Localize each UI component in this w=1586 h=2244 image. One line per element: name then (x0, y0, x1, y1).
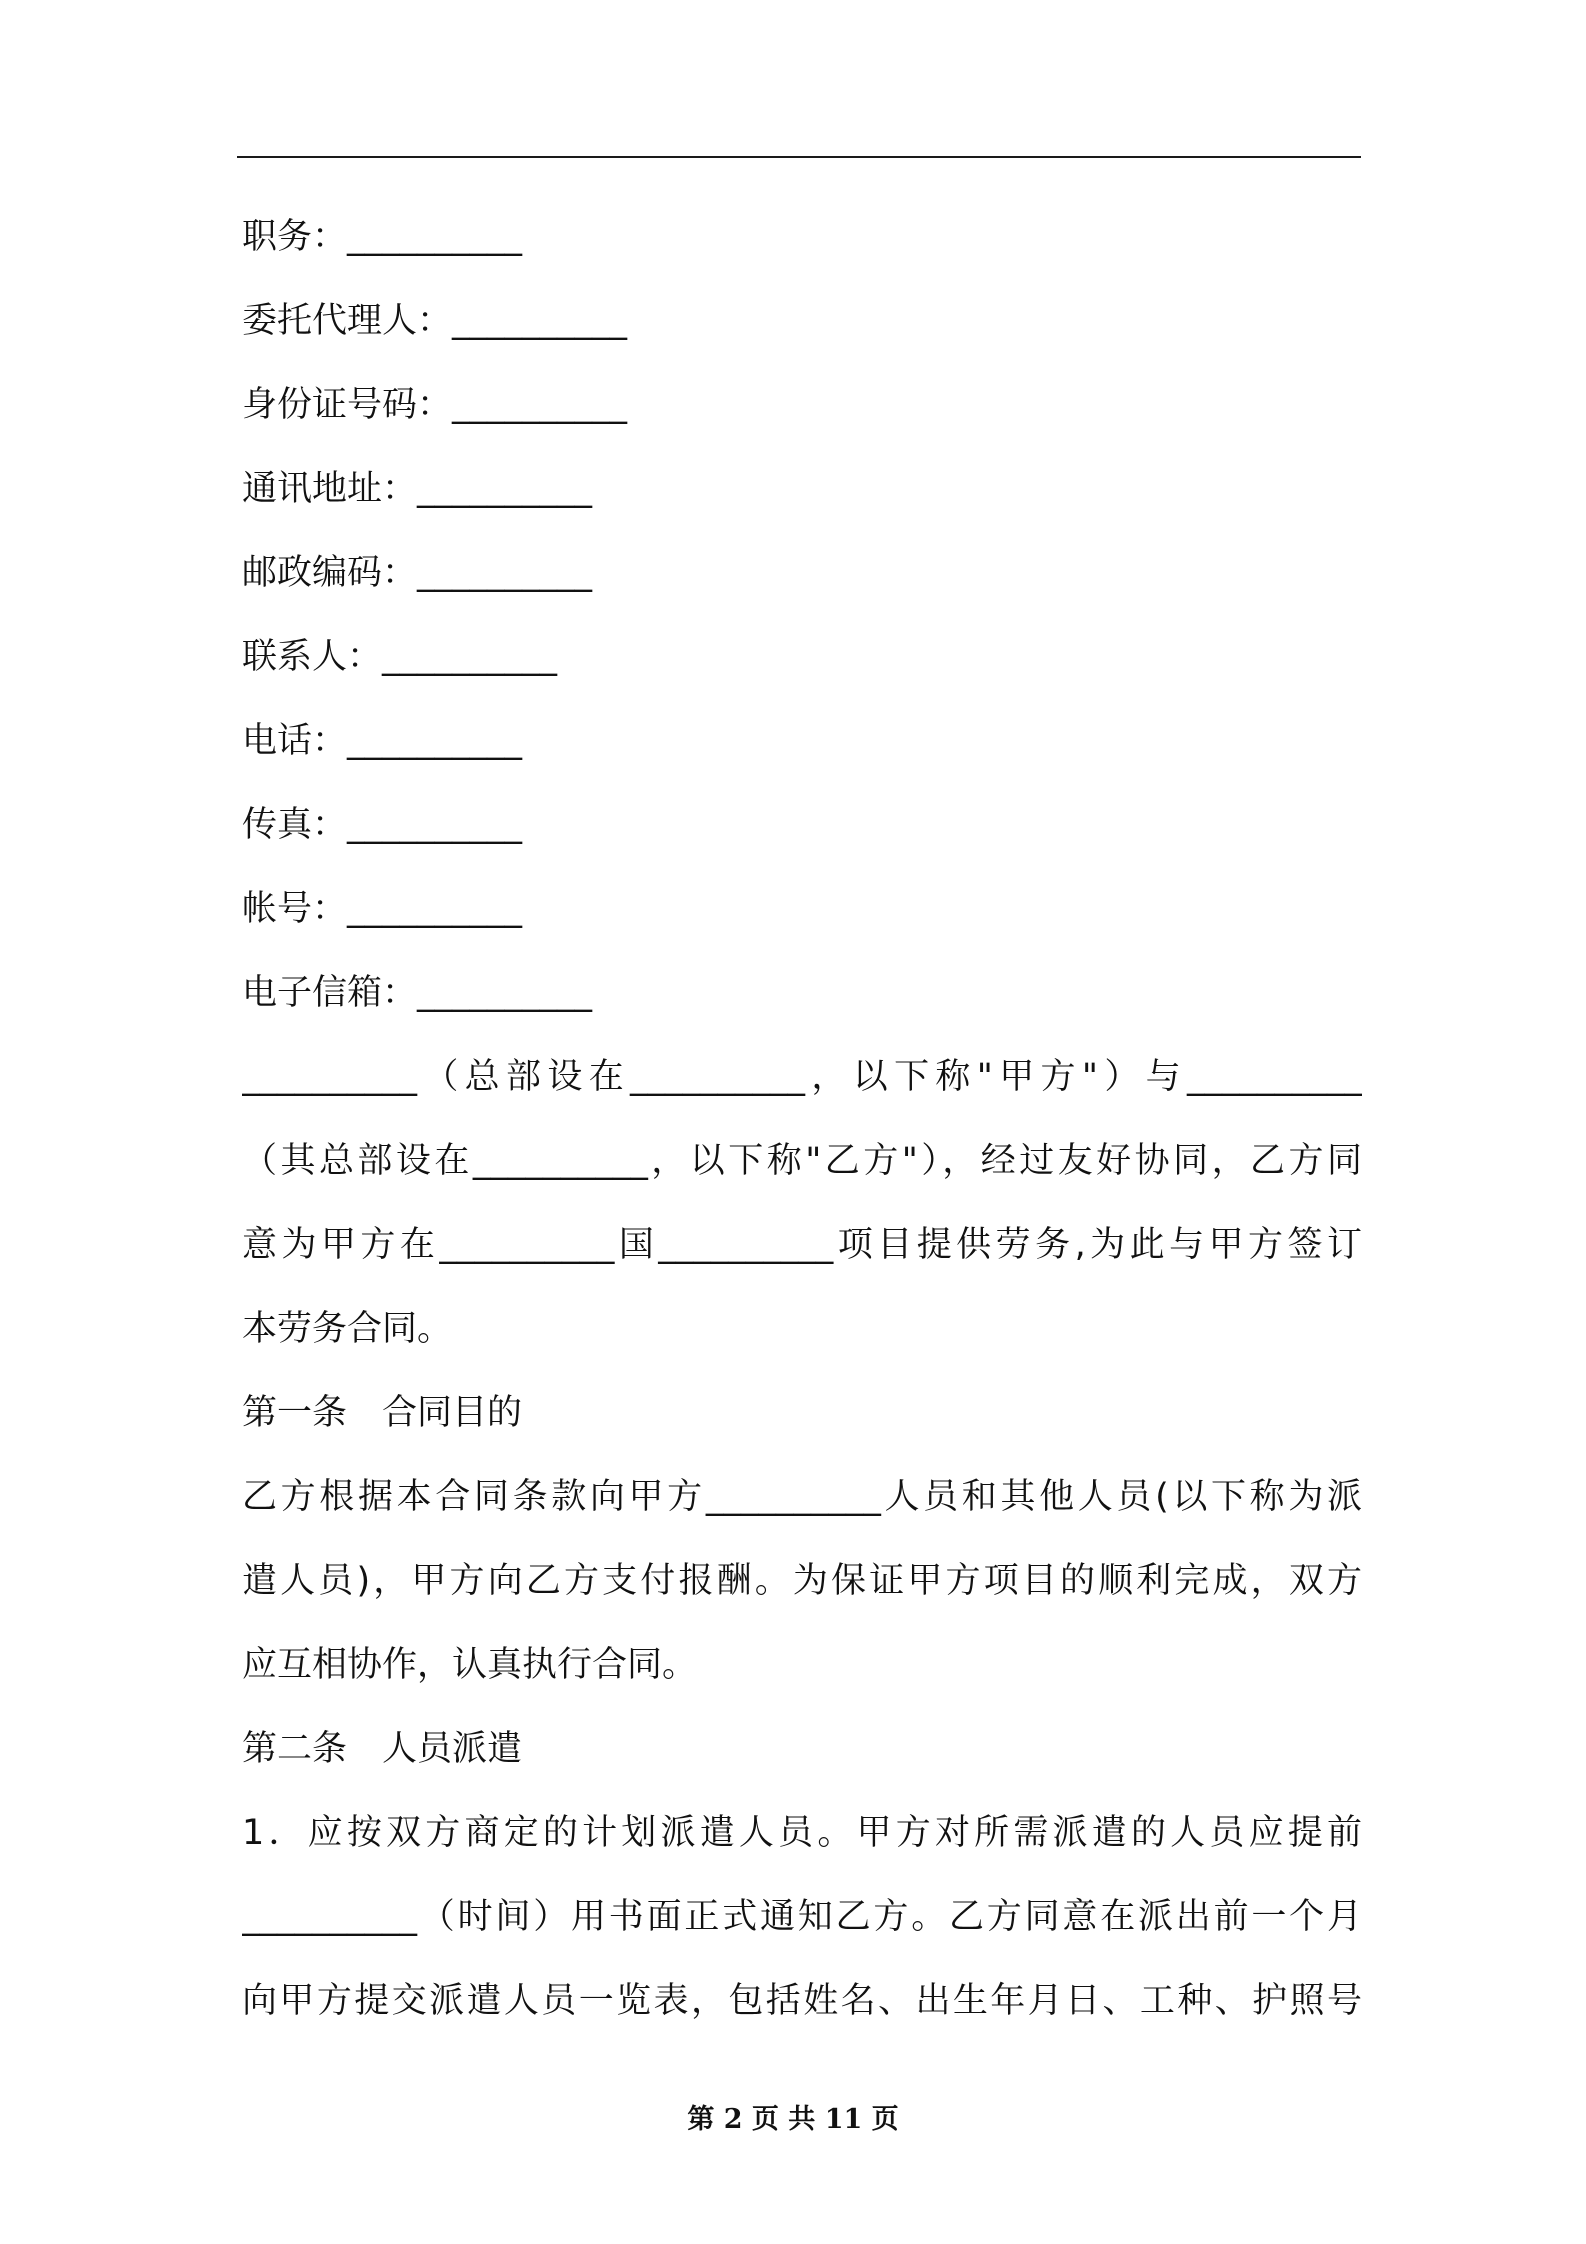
article-paragraph-line: 乙方根据本合同条款向甲方__________人员和其他人员(以下称为派 (242, 1477, 1362, 1517)
article-paragraph-line: 遣人员)，甲方向乙方支付报酬。为保证甲方项目的顺利完成，双方 (242, 1561, 1362, 1601)
field-blank: __________ (347, 217, 523, 257)
field-blank: __________ (452, 385, 628, 425)
field-id-number (242, 363, 1362, 447)
field-label: 邮政编码： (242, 553, 418, 593)
article-paragraph-line: 应互相协作，认真执行合同。 (242, 1645, 698, 1685)
field-blank: __________ (417, 553, 593, 593)
field-blank: __________ (347, 721, 523, 761)
field-position (242, 195, 1362, 279)
article-heading: 第一条 合同目的 (242, 1393, 523, 1433)
field-label: 电子信箱： (242, 973, 418, 1013)
field-label: 委托代理人： (242, 301, 453, 341)
article-paragraph-line: __________（时间）用书面正式通知乙方。乙方同意在派出前一个月 (242, 1897, 1362, 1937)
field-fax (242, 783, 1362, 867)
field-address (242, 447, 1362, 531)
field-blank: __________ (417, 973, 593, 1013)
page-number: 第 2 页 共 11 页 (687, 2104, 899, 2135)
article-paragraph-line: 1．应按双方商定的计划派遣人员。甲方对所需派遣的人员应提前 (242, 1813, 1362, 1853)
article-heading: 第二条 人员派遣 (242, 1729, 523, 1769)
field-email (242, 951, 1362, 1035)
field-label: 联系人： (242, 637, 383, 677)
field-agent (242, 279, 1362, 363)
intro-paragraph-line: 意为甲方在__________国__________项目提供劳务,为此与甲方签订 (242, 1225, 1362, 1265)
field-blank: __________ (347, 889, 523, 929)
field-blank: __________ (417, 469, 593, 509)
field-label: 传真： (242, 805, 348, 845)
field-blank: __________ (382, 637, 558, 677)
field-label: 帐号： (242, 889, 348, 929)
field-blank: __________ (452, 301, 628, 341)
document-body (242, 195, 1362, 2043)
intro-paragraph-line: __________（总部设在__________，以下称"甲方"）与__________ (242, 1057, 1362, 1097)
field-phone (242, 699, 1362, 783)
article-paragraph-line: 向甲方提交派遣人员一览表，包括姓名、出生年月日、工种、护照号 (242, 1981, 1362, 2021)
field-contact (242, 615, 1362, 699)
field-blank: __________ (347, 805, 523, 845)
intro-paragraph-line: 本劳务合同。 (242, 1309, 453, 1349)
field-postcode (242, 531, 1362, 615)
field-label: 电话： (242, 721, 348, 761)
field-label: 职务： (242, 217, 348, 257)
field-label: 身份证号码： (242, 385, 453, 425)
header-rule (237, 156, 1361, 158)
field-label: 通讯地址： (242, 469, 418, 509)
intro-paragraph-line: （其总部设在__________，以下称"乙方"），经过友好协同，乙方同 (242, 1141, 1362, 1181)
field-account (242, 867, 1362, 951)
